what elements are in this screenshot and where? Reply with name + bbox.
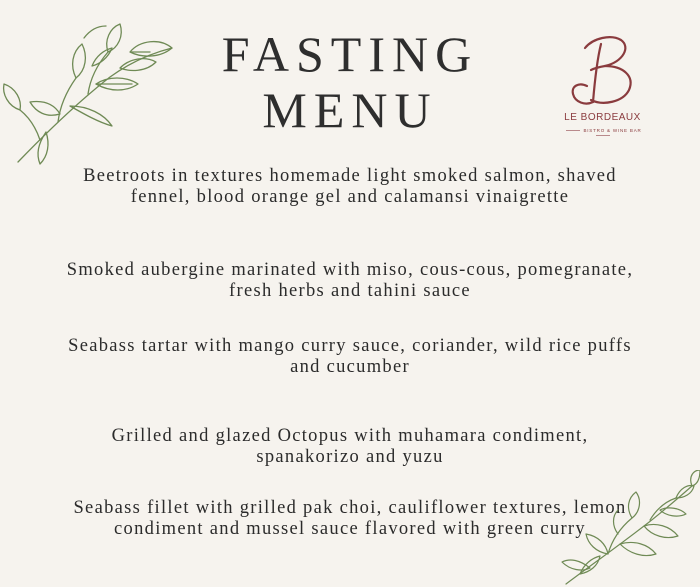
logo-subtitle: BISTRO & WINE BAR <box>555 128 650 138</box>
restaurant-logo <box>555 30 650 135</box>
menu-item: Beetroots in textures homemade light smoked salmon, shaved fennel, blood orange gel and calamansi vinaigrette <box>83 166 617 207</box>
menu-item: Grilled and glazed Octopus with muhamara condiment, spanakorizo and yuzu <box>111 426 589 467</box>
menu-item: Seabass tartar with mango curry sauce, coriander, wild rice puffs and cucumber <box>68 336 632 377</box>
logo-monogram-icon <box>563 30 643 110</box>
logo-name: LE BORDEAUX <box>564 112 641 123</box>
menu-item: Smoked aubergine marinated with miso, cous-cous, pomegranate, fresh herbs and tahini sauce <box>66 260 634 301</box>
menu-title-line2: MENU <box>262 82 438 138</box>
menu-title-line1: FASTING <box>221 26 479 82</box>
olive-branch-icon <box>560 470 700 587</box>
menu-item: Seabass fillet with grilled pak choi, cauliflower textures, lemon condiment and mussel sauce flavored with green curry <box>73 498 627 539</box>
